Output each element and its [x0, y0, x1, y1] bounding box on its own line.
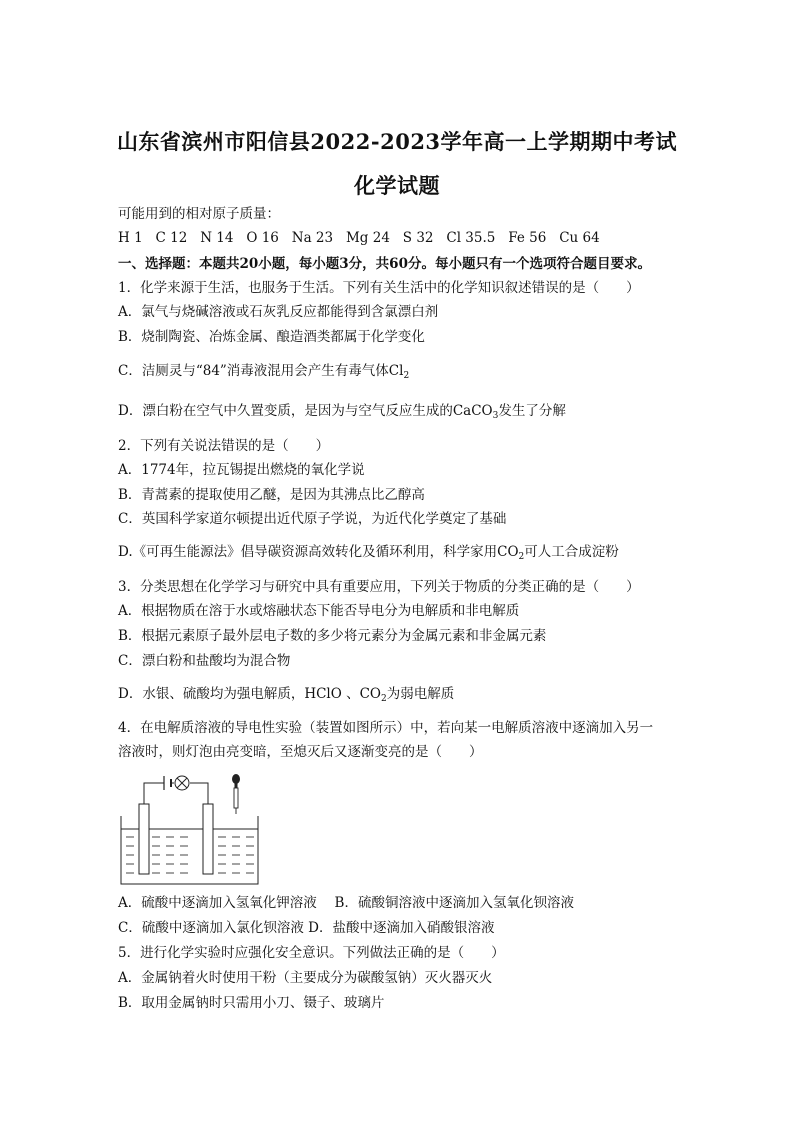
option-text: 为弱电解质 — [386, 686, 455, 702]
question-5-option-b: B．取用金属钠时只需用小刀、镊子、玻璃片 — [118, 995, 385, 1011]
subscript: 3 — [492, 411, 499, 421]
question-5-stem: 5．进行化学实验时应强化安全意识。下列做法正确的是（ ） — [118, 945, 505, 961]
dropper-icon — [232, 774, 240, 814]
question-5-option-a: A．金属钠着火时使用干粉（主要成分为碳酸氢钠）灭火器灭火 — [118, 970, 493, 986]
question-4-options-ab: A．硫酸中逐滴加入氢氧化钾溶液 B．硫酸铜溶液中逐滴加入氢氧化钡溶液 — [118, 895, 574, 911]
option-text: D．漂白粉在空气中久置变质，是因为与空气反应生成的CaCO — [118, 403, 493, 419]
question-2-option-b: B．青蒿素的提取使用乙醚，是因为其沸点比乙醇高 — [118, 487, 425, 503]
left-electrode — [139, 804, 149, 874]
right-electrode — [203, 804, 213, 874]
subscript: 2 — [381, 694, 387, 704]
question-3-option-b: B．根据元素原子最外层电子数的多少将元素分为金属元素和非金属元素 — [118, 628, 547, 644]
conductivity-apparatus-diagram — [118, 770, 263, 886]
question-1-option-a: A．氯气与烧碱溶液或石灰乳反应都能得到含氯漂白剂 — [118, 304, 439, 320]
option-text: 可人工合成淀粉 — [524, 544, 619, 560]
subscript: 2 — [518, 552, 525, 562]
subscript: 2 — [403, 371, 410, 381]
question-4-stem-line1: 4．在电解质溶液的导电性实验（装置如图所示）中，若向某一电解质溶液中逐滴加入另一 — [118, 720, 654, 736]
question-1-option-c — [118, 362, 409, 380]
atomic-mass-label: 可能用到的相对原子质量： — [118, 206, 280, 222]
battery-icon — [164, 776, 171, 790]
question-3-stem: 3．分类思想在化学学习与研究中具有重要应用，下列关于物质的分类正确的是（ ） — [118, 579, 640, 595]
option-text: D.《可再生能源法》倡导碳资源高效转化及循环利用，科学家用CO — [118, 544, 519, 560]
question-2-option-d — [118, 543, 619, 561]
circuit-wire — [144, 783, 208, 814]
question-1-option-b: B．烧制陶瓷、冶炼金属、酿造酒类都属于化学变化 — [118, 329, 425, 345]
question-3-option-c: C．漂白粉和盐酸均为混合物 — [118, 653, 291, 669]
option-text: C．洁厕灵与“84”消毒液混用会产生有毒气体Cl — [118, 363, 404, 379]
exam-subtitle: 化学试题 — [354, 173, 440, 198]
question-2-option-a: A．1774年，拉瓦锡提出燃烧的氧化学说 — [118, 462, 365, 478]
question-1-option-d — [118, 402, 566, 420]
atomic-mass-values: H 1 C 12 N 14 O 16 Na 23 Mg 24 S 32 Cl 35.5 Fe 56 Cu 64 — [118, 230, 600, 246]
question-4-stem-line2: 溶液时，则灯泡由亮变暗，至熄灭后又逐渐变亮的是（ ） — [118, 744, 483, 760]
question-3-option-a: A．根据物质在溶于水或熔融状态下能否导电分为电解质和非电解质 — [118, 603, 520, 619]
question-2-stem: 2．下列有关说法错误的是（ ） — [118, 438, 330, 454]
bulb-icon — [175, 776, 189, 790]
question-3-option-d — [118, 685, 454, 703]
question-2-option-c: C．英国科学家道尔顿提出近代原子学说，为近代化学奠定了基础 — [118, 511, 507, 527]
question-4-options-cd: C．硫酸中逐滴加入氯化钡溶液 D．盐酸中逐滴加入硝酸银溶液 — [118, 920, 495, 936]
section-heading: 一、选择题：本题共20小题，每小题3分，共60分。每小题只有一个选项符合题目要求。 — [118, 256, 651, 272]
exam-title: 山东省滨州市阳信县2022-2023学年高一上学期期中考试 — [116, 129, 678, 154]
option-text: 发生了分解 — [498, 403, 566, 419]
option-text: D．水银、硫酸均为强电解质，HClO 、CO — [118, 686, 381, 702]
question-1-stem: 1．化学来源于生活，也服务于生活。下列有关生活中的化学知识叙述错误的是（ ） — [118, 280, 640, 296]
